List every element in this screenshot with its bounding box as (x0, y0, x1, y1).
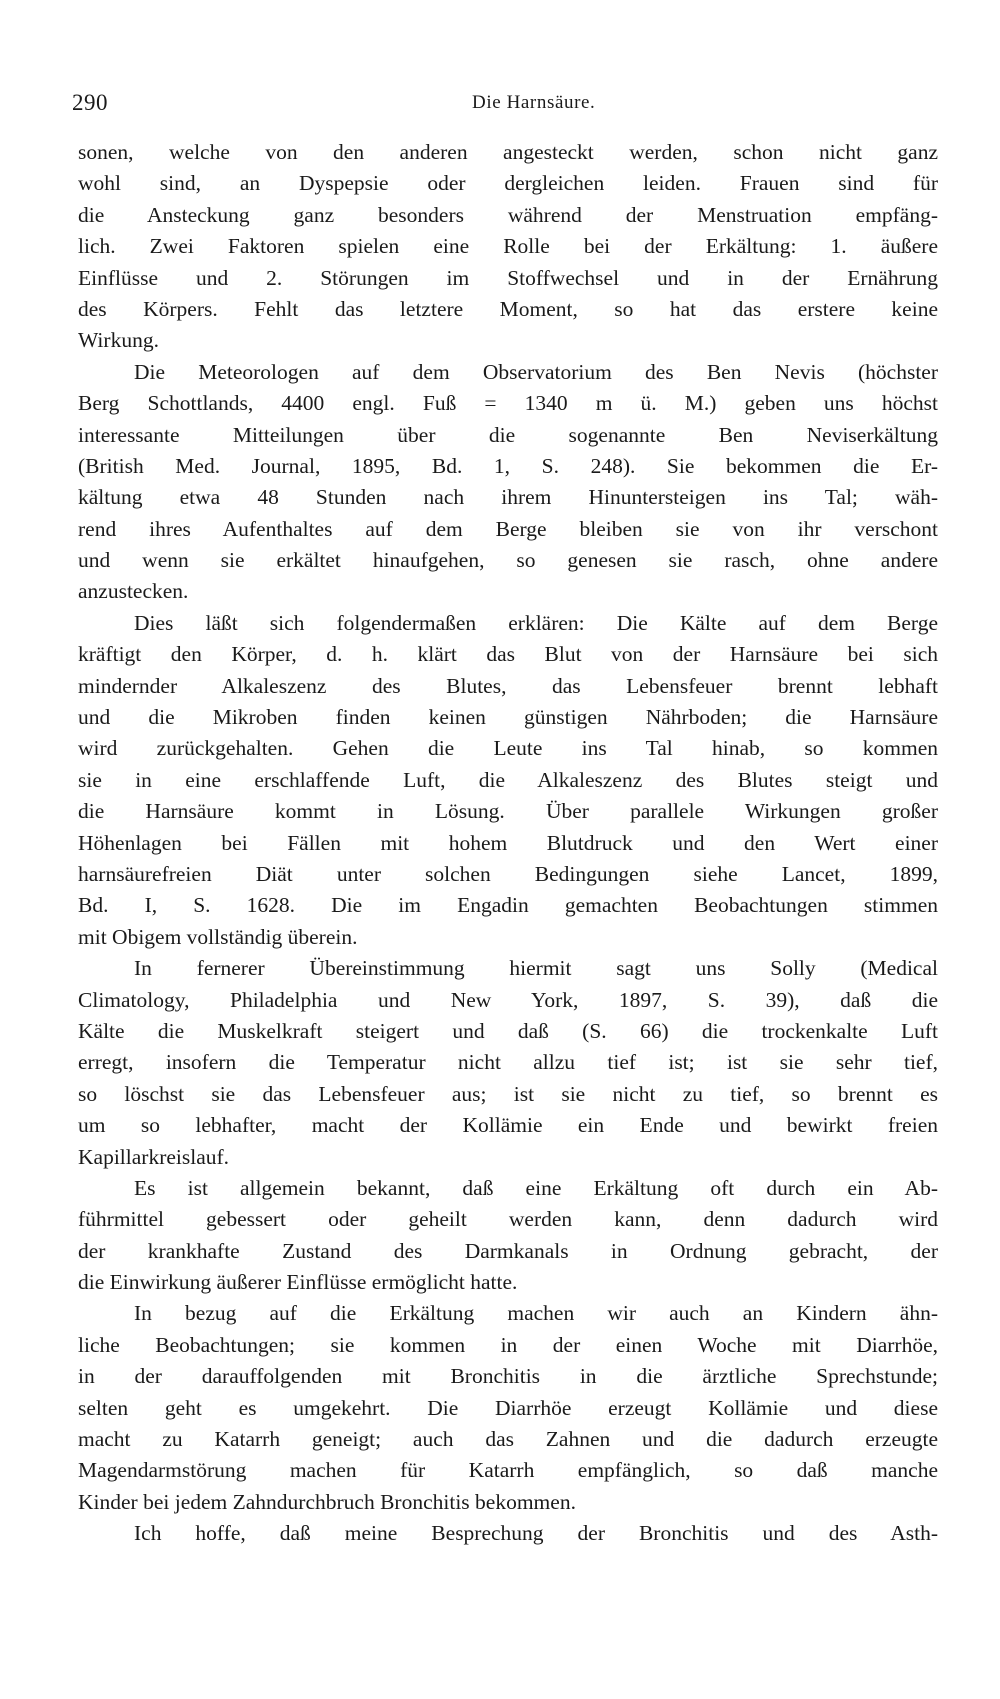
body-text (78, 137, 938, 1550)
text-line: Es ist allgemein bekannt, daß eine Erkältung oft durch ein Ab- (134, 1175, 938, 1200)
text-line: die Einwirkung äußerer Einflüsse ermöglicht hatte. (78, 1270, 518, 1295)
text-line: mindernder Alkaleszenz des Blutes, das Lebensfeuer brennt lebhaft (78, 673, 938, 698)
text-line: Ich hoffe, daß meine Besprechung der Bronchitis und des Asth- (134, 1521, 938, 1546)
text-line: mit Obigem vollständig überein. (78, 924, 358, 949)
text-line: Dies läßt sich folgendermaßen erklären: Die Kälte auf dem Berge (134, 610, 938, 635)
text-line: Climatology, Philadelphia und New York, 1897, S. 39), daß die (78, 987, 938, 1012)
text-line: In bezug auf die Erkältung machen wir auch an Kindern ähn- (134, 1301, 938, 1326)
text-line: und wenn sie erkältet hinaufgehen, so genesen sie rasch, ohne andere (78, 548, 938, 573)
text-line: Kapillarkreislauf. (78, 1144, 230, 1169)
text-line: kältung etwa 48 Stunden nach ihrem Hinuntersteigen ins Tal; wäh- (78, 485, 938, 510)
text-line: interessante Mitteilungen über die sogenannte Ben Neviserkältung (78, 422, 938, 447)
paragraph (78, 1298, 938, 1518)
text-line: liche Beobachtungen; sie kommen in der einen Woche mit Diarrhöe, (78, 1332, 938, 1357)
text-line: In fernerer Übereinstimmung hiermit sagt uns Solly (Medical (134, 956, 938, 981)
page-number: 290 (72, 90, 108, 115)
text-line: anzustecken. (78, 579, 189, 604)
text-line: wohl sind, an Dyspepsie oder dergleichen leiden. Frauen sind für (78, 171, 938, 196)
paragraph (78, 953, 938, 1173)
text-line: die Harnsäure kommt in Lösung. Über parallele Wirkungen großer (78, 799, 938, 824)
text-line: des Körpers. Fehlt das letztere Moment, so hat das erstere keine (78, 296, 938, 321)
paragraph (78, 357, 938, 608)
text-line: die Ansteckung ganz besonders während der Menstruation empfäng- (78, 202, 938, 227)
text-line: lich. Zwei Faktoren spielen eine Rolle bei der Erkältung: 1. äußere (78, 234, 938, 259)
text-line: Berg Schottlands, 4400 engl. Fuß = 1340 m ü. M.) geben uns höchst (78, 391, 938, 416)
text-line: macht zu Katarrh geneigt; auch das Zahnen und die dadurch erzeugte (78, 1427, 938, 1452)
text-line: rend ihres Aufenthaltes auf dem Berge bleiben sie von ihr verschont (78, 516, 938, 541)
text-line: in der darauffolgenden mit Bronchitis in die ärztliche Sprechstunde; (78, 1364, 938, 1389)
text-line: Kälte die Muskelkraft steigert und daß (S. 66) die trockenkalte Luft (78, 1018, 938, 1043)
paragraph (78, 608, 938, 953)
text-line: der krankhafte Zustand des Darmkanals in Ordnung gebracht, der (78, 1238, 938, 1263)
text-line: Einflüsse und 2. Störungen im Stoffwechsel und in der Ernährung (78, 265, 938, 290)
text-line: selten geht es umgekehrt. Die Diarrhöe erzeugt Kollämie und diese (78, 1395, 938, 1420)
paragraph (78, 137, 938, 357)
text-line: Die Meteorologen auf dem Observatorium des Ben Nevis (höchster (134, 359, 938, 384)
text-line: führmittel gebessert oder geheilt werden kann, denn dadurch wird (78, 1207, 938, 1232)
text-line: erregt, insofern die Temperatur nicht allzu tief ist; ist sie sehr tief, (78, 1050, 938, 1075)
paragraph (78, 1518, 938, 1549)
text-line: sie in eine erschlaffende Luft, die Alkaleszenz des Blutes steigt und (78, 767, 938, 792)
text-line: kräftigt den Körper, d. h. klärt das Blut von der Harnsäure bei sich (78, 642, 938, 667)
text-line: wird zurückgehalten. Gehen die Leute ins Tal hinab, so kommen (78, 736, 938, 761)
text-line: und die Mikroben finden keinen günstigen Nährboden; die Harnsäure (78, 705, 938, 730)
text-line: Höhenlagen bei Fällen mit hohem Blutdruck und den Wert einer (78, 830, 938, 855)
paragraph (78, 1173, 938, 1299)
page-header (72, 90, 937, 126)
text-line: so löschst sie das Lebensfeuer aus; ist sie nicht zu tief, so brennt es (78, 1081, 938, 1106)
text-line: sonen, welche von den anderen angesteckt werden, schon nicht ganz (78, 140, 938, 164)
text-line: Kinder bei jedem Zahndurchbruch Bronchitis bekommen. (78, 1489, 576, 1514)
text-line: (British Med. Journal, 1895, Bd. 1, S. 248). Sie bekommen die Er- (78, 453, 938, 478)
text-line: Bd. I, S. 1628. Die im Engadin gemachten Beobachtungen stimmen (78, 893, 938, 918)
text-line: harnsäurefreien Diät unter solchen Bedingungen siehe Lancet, 1899, (78, 861, 938, 886)
text-line: um so lebhafter, macht der Kollämie ein Ende und bewirkt freien (78, 1113, 938, 1138)
running-head: Die Harnsäure. (472, 92, 596, 113)
text-line: Wirkung. (78, 328, 159, 353)
text-line: Magendarmstörung machen für Katarrh empfänglich, so daß manche (78, 1458, 938, 1483)
